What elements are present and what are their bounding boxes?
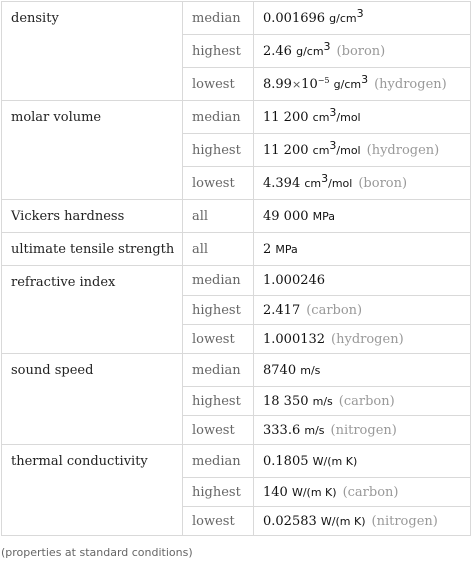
property-label: thermal conductivity bbox=[2, 445, 183, 536]
note-text: (nitrogen) bbox=[330, 422, 397, 438]
stat-label: highest bbox=[183, 134, 254, 167]
property-label: density bbox=[2, 2, 183, 101]
note-text: (carbon) bbox=[342, 484, 399, 500]
value-cell: 1.000246 bbox=[254, 266, 471, 296]
note-text: (hydrogen) bbox=[331, 331, 404, 347]
value-cell: $8.99\times 10^{-5}$ $g/cm^3$ (hydrogen) bbox=[254, 68, 471, 101]
value-cell: 2.46 $g/cm^3$ (boron) bbox=[254, 35, 471, 68]
footer-note: (properties at standard conditions) bbox=[1, 546, 193, 559]
note-text: (hydrogen) bbox=[374, 76, 447, 92]
property-label: Vickers hardness bbox=[2, 200, 183, 233]
note-text: (boron) bbox=[358, 175, 408, 191]
stat-label: lowest bbox=[183, 167, 254, 200]
table-row bbox=[2, 233, 471, 266]
property-label: sound speed bbox=[2, 354, 183, 445]
table-row bbox=[2, 445, 471, 478]
table-row bbox=[2, 200, 471, 233]
property-label: refractive index bbox=[2, 266, 183, 354]
table-row bbox=[2, 2, 471, 35]
value-cell: 0.1805 W/(m K) bbox=[254, 445, 471, 478]
value-cell: 0.02583 W/(m K) (nitrogen) bbox=[254, 507, 471, 536]
property-label: ultimate tensile strength bbox=[2, 233, 183, 266]
stat-label: highest bbox=[183, 35, 254, 68]
stat-label: lowest bbox=[183, 325, 254, 354]
property-label: molar volume bbox=[2, 101, 183, 200]
note-text: (carbon) bbox=[338, 393, 395, 409]
note-text: (carbon) bbox=[306, 302, 363, 318]
note-text: (hydrogen) bbox=[366, 142, 440, 158]
value-cell: 18 350 m/s (carbon) bbox=[254, 387, 471, 416]
value-cell: 140 W/(m K) (carbon) bbox=[254, 478, 471, 507]
stat-label: all bbox=[183, 200, 254, 233]
table-row bbox=[2, 101, 471, 134]
value-cell: 8740 m/s bbox=[254, 354, 471, 387]
value-cell: 4.394 $cm^3$/mol (boron) bbox=[254, 167, 471, 200]
stat-label: median bbox=[183, 2, 254, 35]
table-row bbox=[2, 266, 471, 296]
stat-label: lowest bbox=[183, 416, 254, 445]
stat-label: median bbox=[183, 266, 254, 296]
stat-label: median bbox=[183, 445, 254, 478]
value-cell: 2 MPa bbox=[254, 233, 471, 266]
stat-label: lowest bbox=[183, 68, 254, 101]
value-cell: 11 200 $cm^3$/mol bbox=[254, 101, 471, 134]
value-cell: 0.001696 $g/cm^3$ bbox=[254, 2, 471, 35]
value-cell: 333.6 m/s (nitrogen) bbox=[254, 416, 471, 445]
note-text: (nitrogen) bbox=[371, 513, 438, 529]
table-row bbox=[2, 354, 471, 387]
stat-label: median bbox=[183, 354, 254, 387]
value-cell: 49 000 MPa bbox=[254, 200, 471, 233]
value-cell: 2.417 (carbon) bbox=[254, 296, 471, 325]
stat-label: highest bbox=[183, 296, 254, 325]
note-text: (boron) bbox=[336, 43, 386, 59]
value-cell: 11 200 $cm^3$/mol (hydrogen) bbox=[254, 134, 471, 167]
value-cell: 1.000132 (hydrogen) bbox=[254, 325, 471, 354]
stat-label: highest bbox=[183, 387, 254, 416]
stat-label: median bbox=[183, 101, 254, 134]
properties-table bbox=[1, 1, 471, 536]
stat-label: highest bbox=[183, 478, 254, 507]
stat-label: all bbox=[183, 233, 254, 266]
stat-label: lowest bbox=[183, 507, 254, 536]
